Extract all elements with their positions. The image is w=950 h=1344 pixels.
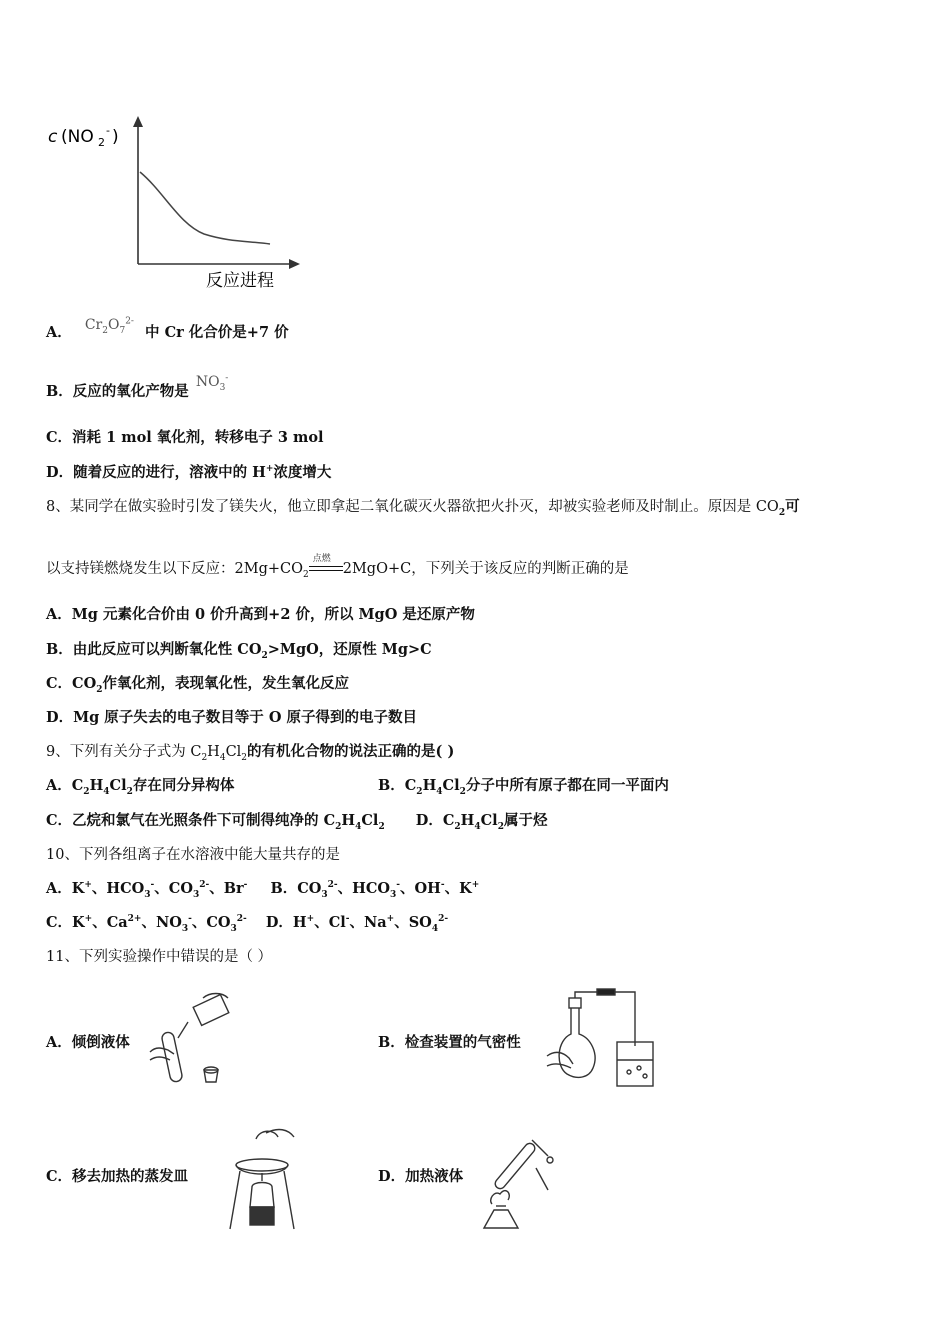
q7-d-text-2: 浓度增大 [273, 464, 332, 481]
q10-a-co: CO [168, 880, 193, 897]
equals-line-bottom [309, 570, 343, 571]
q10-row-cd [46, 913, 448, 933]
q10-b-sep3: 、 [444, 880, 460, 897]
q8-c-2: 作氧化剂，表现氧化性，发生氧化反应 [102, 675, 349, 692]
q8-stem-1-end: 可 [785, 498, 800, 515]
q10-d-na: Na [364, 914, 387, 931]
q9-d-s3: 2 [497, 821, 504, 832]
q10-b-hco-sub: 3 [390, 889, 397, 900]
q10-c-sep2: 、 [141, 914, 156, 931]
q9-c-1: C．乙烷和氯气在光照条件下可制得纯净的 C [46, 812, 336, 829]
graph-ylabel-species: (NO [61, 127, 94, 147]
f-sub2: 7 [119, 325, 126, 336]
q9-a-1: A．C [46, 777, 84, 794]
q10-d-na-charge: + [386, 914, 395, 925]
q8-option-d [46, 708, 417, 728]
q10-a-sep2: 、 [154, 880, 169, 897]
q9-c-s3: 2 [378, 821, 385, 832]
dichromate-formula [84, 316, 134, 336]
q8-a-text: A．Mg 元素化合价由 0 价升高到+2 价，所以 MgO 是还原产物 [46, 606, 475, 623]
q8-c-sub: 2 [96, 684, 103, 695]
q9-c-s2: 4 [355, 821, 362, 832]
q10-a-k: A．K [46, 880, 85, 897]
q7-d-text-1: D．随着反应的进行，溶液中的 H [46, 464, 266, 481]
reaction-arrow [309, 554, 343, 579]
q10-option-a [46, 880, 248, 900]
q10-b-oh-charge: - [440, 880, 445, 891]
q10-option-b [270, 880, 480, 900]
q11-option-a [46, 1033, 130, 1053]
heating-liquid-illustration [476, 1132, 566, 1232]
q9-d-1: D．C [415, 812, 455, 829]
q10-d-sep3: 、 [394, 914, 409, 931]
graph-ylabel-c: c [48, 127, 58, 147]
q8-stem-1: 8、某同学在做实验时引发了镁失火，他立即拿起二氧化碳灭火器欲把火扑灭，却被实验老师及时制止。原因是 CO [46, 499, 779, 515]
q10-d-cl: Cl [328, 914, 346, 931]
equals-line-top [309, 566, 343, 567]
q10-d-sep2: 、 [349, 914, 364, 931]
q11-stem [46, 947, 272, 967]
q9-c-s1: 2 [335, 821, 342, 832]
q10-a-hco-charge: - [150, 880, 155, 891]
q10-c-ca-charge: 2+ [127, 914, 142, 925]
q10-stem-text: 10、下列各组离子在水溶液中能大量共存的是 [46, 847, 340, 863]
q10-b-co-charge: 2- [327, 880, 338, 891]
q9-a-h: H [89, 777, 104, 794]
f-sup: 2- [125, 316, 134, 327]
q10-a-hco: HCO [106, 880, 145, 897]
q10-b-sep2: 、 [400, 880, 415, 897]
q10-a-hco-sub: 3 [144, 889, 151, 900]
q9-a-s2: 4 [103, 786, 110, 797]
evaporating-dish-illustration [222, 1125, 308, 1233]
q8-stem-line-2 [46, 554, 629, 580]
q10-c-co-charge: 2- [236, 914, 247, 925]
q10-row-ab [46, 879, 479, 899]
q9-a-2: 存在同分异构体 [132, 777, 235, 794]
q9-option-b [378, 776, 669, 796]
q10-c-no-sub: 3 [181, 923, 189, 934]
q9-s2: 4 [219, 752, 226, 763]
q9-a-s1: 2 [83, 786, 90, 797]
q7-option-c [46, 428, 324, 448]
q7-d-sup: + [265, 464, 274, 475]
graph-ylabel-close: ) [112, 127, 119, 147]
q10-option-c [46, 914, 247, 934]
q10-b-co: B．CO [270, 880, 322, 897]
q9-b-1: B．C [378, 777, 417, 794]
q7-option-a [46, 316, 289, 343]
q10-stem [46, 845, 340, 865]
q8-c-1: C．CO [46, 675, 97, 692]
q10-a-co-charge: 2- [199, 880, 210, 891]
reaction-condition: 点燃 [312, 554, 331, 564]
q8-option-b [46, 640, 432, 660]
q10-d-h: D．H [265, 914, 307, 931]
q9-option-d [415, 812, 548, 832]
q11-b-text: B．检查装置的气密性 [378, 1034, 521, 1051]
q11-option-b [378, 1033, 521, 1053]
q9-option-c [46, 812, 385, 832]
q10-b-k-charge: + [471, 880, 480, 891]
q10-c-k-charge: + [84, 914, 93, 925]
q10-b-co-sub: 3 [321, 889, 328, 900]
graph-xlabel: 反应进程 [206, 271, 274, 291]
q10-a-sep3: 、 [209, 880, 224, 897]
f-sub1: 2 [102, 325, 108, 336]
q10-b-sep1: 、 [337, 880, 353, 897]
q10-d-cl-charge: - [345, 914, 350, 925]
q8-stem-1-sub: 2 [778, 507, 786, 518]
q10-c-co: CO [206, 914, 231, 931]
q10-c-co-sub: 3 [230, 923, 237, 934]
q9-row-cd [46, 811, 547, 831]
q10-c-sep3: 、 [191, 914, 207, 931]
y-axis-arrow [133, 116, 143, 127]
airtightness-apparatus-illustration [545, 986, 665, 1094]
q9-b-s3: 2 [459, 786, 466, 797]
q11-option-d [378, 1167, 463, 1187]
q8-stem-2b: 2MgO+C，下列关于该反应的判断正确的是 [342, 561, 629, 577]
q9-stem-4: 的有机化合物的说法正确的是( ) [247, 743, 455, 760]
q7-a-text: 中 Cr 化合价是+7 价 [145, 324, 289, 341]
x-axis-arrow [289, 259, 300, 269]
q8-stem-2-sub: 2 [303, 569, 309, 580]
q9-b-2: 分子中所有原子都在同一平面内 [465, 777, 669, 794]
q7-option-d [46, 463, 331, 483]
q9-c-h: H [341, 812, 356, 829]
q7-c-text: C．消耗 1 mol 氧化剂，转移电子 3 mol [46, 429, 324, 446]
f-no-sup: - [225, 373, 229, 384]
q9-stem-2: H [207, 744, 220, 760]
q8-stem-line-1 [46, 497, 800, 517]
graph-ylabel-sup: - [106, 124, 110, 137]
q8-b-2: >MgO，还原性 Mg>C [267, 641, 432, 658]
q11-d-text: D．加热液体 [378, 1168, 464, 1185]
q11-option-c [46, 1167, 188, 1187]
f-no-sub: 3 [219, 382, 226, 393]
q11-a-text: A．倾倒液体 [46, 1034, 130, 1051]
nitrate-formula [195, 373, 229, 393]
q9-stem [46, 742, 454, 762]
f-o: O [107, 317, 120, 333]
q10-c-sep1: 、 [92, 914, 107, 931]
q10-d-h-charge: + [306, 914, 315, 925]
q11-stem-text: 11、下列实验操作中错误的是（ ） [46, 949, 273, 965]
pouring-liquid-illustration [148, 990, 248, 1090]
q9-option-a [46, 777, 235, 797]
q10-c-ca: Ca [106, 914, 128, 931]
concentration-graph [44, 112, 314, 297]
concentration-curve [140, 172, 270, 244]
q9-d-cl: Cl [480, 812, 498, 829]
f-cr: Cr [84, 317, 103, 333]
q9-d-s1: 2 [454, 821, 461, 832]
q10-option-d [265, 914, 449, 934]
q9-b-s2: 4 [436, 786, 443, 797]
graph-ylabel-sub: 2 [98, 136, 105, 149]
q10-a-co-sub: 3 [192, 889, 200, 900]
q9-stem-3: Cl [225, 744, 242, 760]
q8-d-text: D．Mg 原子失去的电子数目等于 O 原子得到的电子数目 [46, 709, 418, 726]
q9-c-cl: Cl [361, 812, 379, 829]
q10-a-br-charge: - [243, 880, 248, 891]
q9-d-h: H [460, 812, 475, 829]
q10-b-hco: HCO [352, 880, 391, 897]
q9-d-s2: 4 [474, 821, 481, 832]
q10-d-sep1: 、 [314, 914, 329, 931]
q9-b-h: H [422, 777, 437, 794]
q9-a-cl: Cl [109, 777, 127, 794]
q8-option-c [46, 674, 349, 694]
q10-a-k-charge: + [84, 880, 92, 891]
q10-b-k: K [459, 880, 472, 897]
q9-s3: 2 [241, 752, 248, 763]
q7-a-prefix: A． [46, 324, 72, 341]
q10-a-br: Br [223, 880, 244, 897]
q10-c-k: C．K [46, 914, 85, 931]
q8-b-1: B．由此反应可以判断氧化性 CO [46, 641, 262, 658]
q9-s1: 2 [201, 752, 208, 763]
q8-stem-2a: 以支持镁燃烧发生以下反应：2Mg+CO [46, 561, 303, 577]
q10-d-so-sub: 4 [431, 923, 439, 934]
f-no: NO [195, 374, 220, 390]
q10-d-so: SO [408, 914, 432, 931]
q9-a-s3: 2 [126, 786, 133, 797]
q9-b-cl: Cl [442, 777, 460, 794]
q10-d-so-charge: 2- [438, 914, 449, 925]
q8-option-a [46, 605, 475, 625]
q9-row-ab [46, 776, 906, 796]
q10-c-no: NO [155, 914, 182, 931]
q7-option-b [46, 373, 229, 402]
q10-b-oh: OH [414, 880, 441, 897]
q7-b-text: B．反应的氧化产物是 [46, 383, 189, 400]
q9-b-s1: 2 [416, 786, 423, 797]
q9-stem-1: 9、下列有关分子式为 C [46, 744, 202, 760]
q10-a-sep1: 、 [91, 880, 107, 897]
q10-c-no-charge: - [188, 914, 192, 925]
q10-b-hco-charge: - [396, 880, 401, 891]
q8-b-sub: 2 [261, 650, 268, 661]
q9-d-2: 属于烃 [503, 812, 548, 829]
q11-c-text: C．移去加热的蒸发皿 [46, 1168, 189, 1185]
